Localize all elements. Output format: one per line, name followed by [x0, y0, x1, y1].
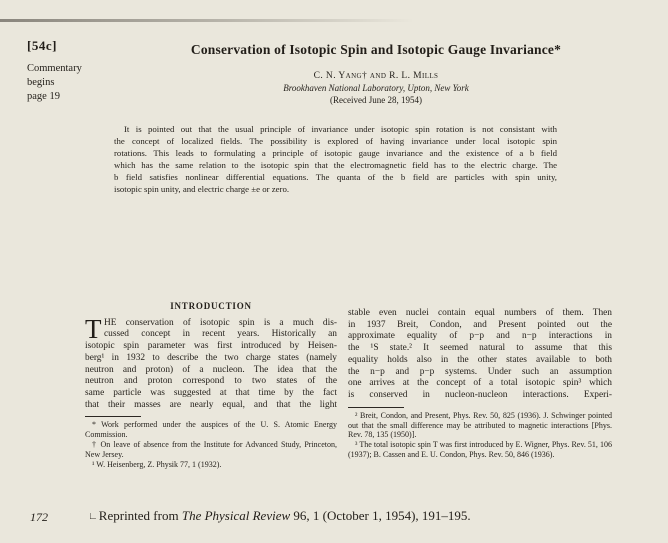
- journal-title: The Physical Review: [181, 508, 291, 523]
- abstract-line: the concept of localized fields. The possibility is explored of having invariance under local isotopic spin: [114, 135, 557, 146]
- paper-title: Conservation of Isotopic Spin and Isotopic Gauge Invariance*: [190, 42, 562, 57]
- commentary-note-line: begins: [27, 77, 55, 88]
- paper-header: [100, 42, 652, 105]
- footnote: ² Breit, Condon, and Present, Phys. Rev. 50, 825 (1936). J. Schwinger pointed out that the small difference may be attributed to magnetic interactions [Phys. Rev. 78, 135 (1950)].: [348, 410, 612, 440]
- body-line: is conserved in nucleon-nucleon interactions. Experi-: [348, 389, 612, 400]
- reprint-prefix: Reprinted from: [98, 508, 182, 523]
- abstract-line: It is pointed out that the usual principle of invariance under isotopic spin rotation is not consistant with: [124, 124, 557, 134]
- introduction-paragraph-left: [85, 313, 337, 412]
- paper-reference-number: [54c]: [27, 38, 57, 53]
- abstract-line: rotations. This leads to formulating a principle of isotopic gauge invariance and the existence of a b field: [114, 147, 557, 158]
- abstract-line: which has the same relation to the isotopic spin that the electromagnetic field has to the electric charge. The: [114, 159, 557, 170]
- body-line: neutron and proton) of a nucleon. The idea that the: [85, 364, 337, 375]
- paper-affiliation: Brookhaven National Laboratory, Upton, New York: [283, 83, 469, 93]
- left-column: [85, 301, 337, 470]
- dropcap-letter: T: [85, 313, 102, 344]
- body-line: approximate equality of p−p and n−p interactions in: [348, 331, 612, 342]
- commentary-note-line: Commentary: [27, 63, 82, 74]
- footnote-separator-rule: [85, 416, 141, 417]
- corner-mark: ∟: [88, 511, 98, 522]
- body-line: isotopic spin parameter was first introduced by Heisen-: [85, 341, 337, 352]
- footnote-separator-rule: [348, 407, 404, 408]
- paper-authors: C. N. Yang† and R. L. Mills: [313, 71, 439, 81]
- introduction-paragraph-right: [348, 308, 612, 402]
- body-line: in 1937 Breit, Condon, and Present pointed out the: [348, 319, 612, 330]
- body-line: the ¹S state.² It seemed natural to assume that this: [348, 343, 612, 354]
- abstract-line: isotopic spin unity, and electric charge ±e or zero.: [114, 183, 290, 194]
- body-line: neutron and proton correspond to two states of the: [85, 376, 337, 387]
- left-footnotes: [85, 420, 337, 470]
- right-footnotes: [348, 411, 612, 461]
- footnote: * Work performed under the auspices of the U. S. Atomic Energy Commission.: [85, 420, 337, 440]
- commentary-note-line: page 19: [27, 91, 60, 102]
- abstract-line: b field satisfies nonlinear differential equations. The quanta of the b field are particles with spin unity,: [114, 171, 557, 182]
- page-number: 172: [30, 510, 48, 524]
- body-line: the n−p and p−p systems. Under such an assumption: [348, 366, 612, 377]
- reprint-suffix: 96, 1 (October 1, 1954), 191–195.: [290, 508, 471, 523]
- footnote: ³ The total isotopic spin T was first introduced by E. Wigner, Phys. Rev. 51, 106 (1937); B. Cassen and E. U. Condon, Phys. Rev. 50, 846 (1936).: [348, 440, 612, 460]
- body-line: same particle was suggested at that time by the fact: [85, 387, 337, 398]
- body-line: HE conservation of isotopic spin is a much dis-: [104, 317, 337, 328]
- abstract: [114, 124, 557, 195]
- received-date: (Received June 28, 1954): [330, 95, 422, 105]
- body-line: one arrives at the concept of a total isotopic spin³ which: [348, 378, 612, 389]
- reprint-citation: [88, 508, 471, 524]
- body-line: that their masses are nearly equal, and that the light: [85, 399, 337, 410]
- right-column: [348, 308, 612, 460]
- footnote: † On leave of absence from the Institute for Advanced Study, Princeton, New Jersey.: [85, 440, 337, 460]
- body-line: cussed concept in recent years. Historically an: [104, 329, 337, 340]
- body-line: berg¹ in 1932 to describe the two charge states (namely: [85, 352, 337, 363]
- scan-artifact-line: [0, 19, 414, 22]
- margin-note: [27, 38, 82, 104]
- section-heading-introduction: INTRODUCTION: [170, 301, 252, 311]
- body-line: stable even nuclei contain equal numbers of them. Then: [348, 308, 612, 318]
- body-line: equality holds also in the other states available to both: [348, 354, 612, 365]
- footnote: ¹ W. Heisenberg, Z. Physik 77, 1 (1932).: [92, 459, 222, 469]
